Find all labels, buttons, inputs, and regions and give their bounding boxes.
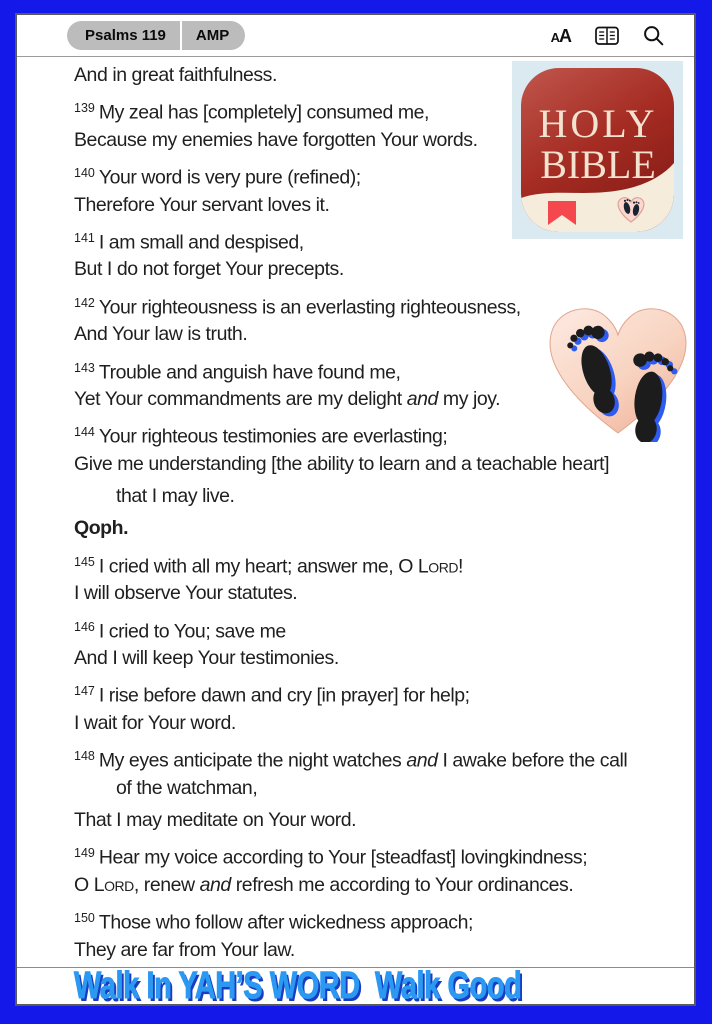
- verse-line: I wait for Your word.: [74, 711, 236, 734]
- verse-number: 150: [74, 911, 95, 926]
- verse-line: I will observe Your statutes.: [74, 582, 298, 605]
- banner-text: Walk In YAH’S WORD Walk Good: [74, 967, 522, 1004]
- reference-pills: [67, 21, 245, 50]
- verse-line: $^{145}$ I cried with all my heart; answer me, O Lord!: [74, 554, 464, 578]
- verse-line: But I do not forget Your precepts.: [74, 258, 344, 281]
- verse-number: 142: [74, 295, 95, 310]
- verse-number: 141: [74, 230, 95, 245]
- verse-line: $^{140}$ Your word is very pure (refined);: [74, 166, 361, 189]
- verse-line: $^{147}$ I rise before dawn and cry [in prayer] for help;: [74, 684, 470, 707]
- verse-line: Yet Your commandments are my delight and my joy.: [74, 387, 501, 410]
- heart-shape: [550, 309, 686, 433]
- verse-line: Because my enemies have forgotten Your words.: [74, 128, 478, 151]
- verse-line: $^{143}$ Trouble and anguish have found me,: [74, 360, 401, 384]
- verse-line: They are far from Your law.: [74, 938, 295, 961]
- verse-line: Give me understanding [the ability to learn and a teachable heart]: [74, 452, 610, 475]
- font-settings-button[interactable]: AA: [550, 25, 571, 46]
- verse-line: of the watchman,: [116, 776, 258, 799]
- reader-card: [15, 13, 696, 1006]
- verse-number: 146: [74, 619, 95, 634]
- verse-number: 139: [74, 101, 95, 116]
- verse-number: 148: [74, 749, 95, 764]
- verse-line: $^{141}$ I am small and despised,: [74, 230, 304, 254]
- footer-banner: [17, 967, 694, 1004]
- verse-number: 140: [74, 166, 95, 181]
- verse-line: $^{139}$ My zeal has [completely] consumed me,: [74, 101, 430, 124]
- verse-line: And I will keep Your testimonies.: [74, 647, 339, 670]
- verse-number: 145: [74, 554, 95, 569]
- verse-line: $^{146}$ I cried to You; save me: [74, 619, 286, 643]
- verse-number: 143: [74, 360, 95, 375]
- verse-number: 144: [74, 425, 95, 440]
- verse-line: $^{142}$ Your righteousness is an everlasting righteousness,: [74, 295, 521, 319]
- header-controls: [551, 25, 664, 46]
- holy-bible-app-icon: [512, 61, 683, 239]
- verse-line: $^{149}$ Hear my voice according to Your [steadfast] lovingkindness;: [74, 846, 588, 869]
- verse-line: Qoph.: [74, 517, 129, 540]
- book-open-icon[interactable]: [595, 26, 619, 46]
- verse-line: And Your law is truth.: [74, 323, 248, 346]
- verse-number: 149: [74, 846, 95, 861]
- reader-header: [17, 15, 694, 57]
- verse-line: Therefore Your servant loves it.: [74, 193, 330, 216]
- verse-line: $^{144}$ Your righteous testimonies are everlasting;: [74, 425, 448, 448]
- verse-line: $^{148}$ My eyes anticipate the night watches and I awake before the call: [74, 749, 628, 772]
- verse-line: And in great faithfulness.: [74, 64, 277, 86]
- bible-icon-title-line2: BIBLE: [540, 142, 656, 187]
- verse-line: that I may live.: [116, 485, 235, 508]
- search-icon[interactable]: [643, 25, 664, 46]
- verse-line: $^{150}$ Those who follow after wickedness approach;: [74, 911, 473, 934]
- book-chapter-button[interactable]: Psalms 119: [67, 21, 180, 50]
- version-button[interactable]: AMP: [182, 21, 245, 50]
- verse-line: O Lord, renew and refresh me according to Your ordinances.: [74, 873, 574, 896]
- scripture-content: [17, 57, 694, 967]
- bible-icon-title-line1: HOLY: [538, 101, 658, 146]
- verse-number: 147: [74, 684, 95, 699]
- verse-line: That I may meditate on Your word.: [74, 808, 357, 831]
- heart-footprints-image: [533, 292, 694, 442]
